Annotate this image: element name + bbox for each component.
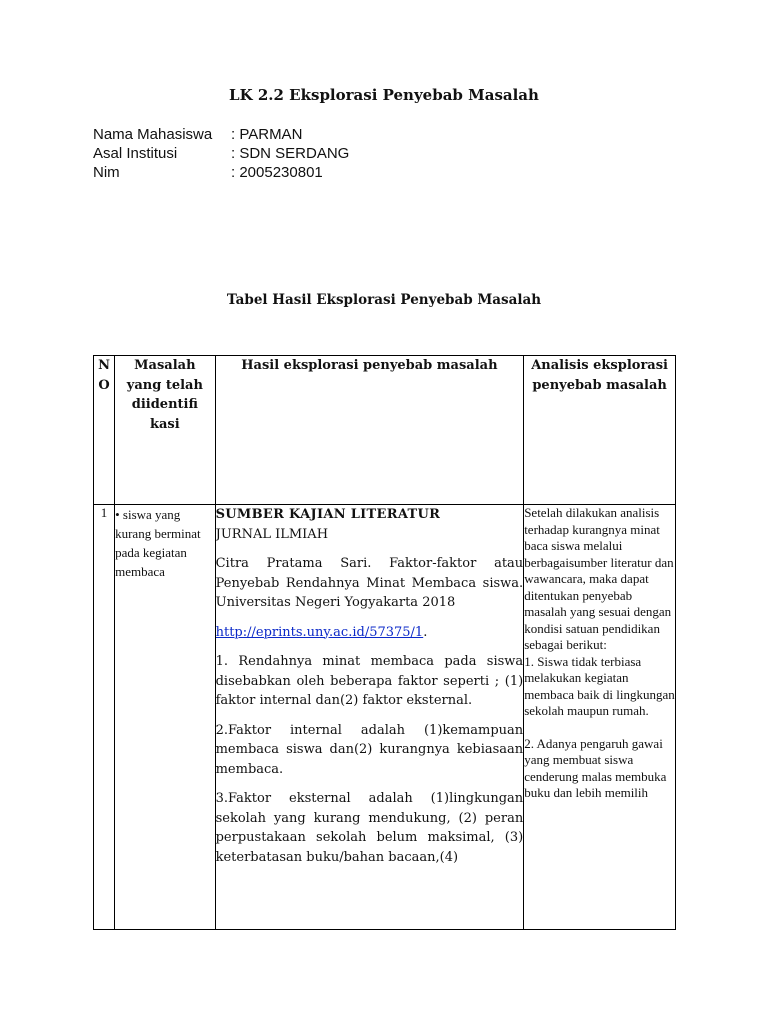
student-info <box>93 125 349 182</box>
link-suffix: . <box>423 624 428 640</box>
source-heading-text: SUMBER KAJIAN LITERATUR <box>215 507 441 522</box>
info-row-institution <box>93 144 349 163</box>
analisis-point-1: 1. Siswa tidak terbiasa melakukan kegiatan membaca baik di lingkungan sekolah maupun rumah. <box>524 653 675 718</box>
cell-hasil <box>215 505 524 930</box>
hasil-point-2: 2.Faktor internal adalah (1)kemampuan membaca siswa dan(2) kurangnya kebiasaan membaca. <box>215 722 524 777</box>
info-label: Asal Institusi <box>93 145 178 162</box>
cell-no: 1 <box>94 505 115 930</box>
source-link[interactable]: http://eprints.uny.ac.id/57375/1 <box>215 624 424 640</box>
link-paragraph <box>216 623 524 643</box>
header-masalah: Masalah yang telah diidentifi kasi <box>115 356 216 505</box>
source-heading <box>216 505 524 544</box>
hasil-point-3: 3.Faktor eksternal adalah (1)lingkungan sekolah yang kurang mendukung, (2) peran perpustakaan sekolah belum maksimal, (3) keterbatasan buku/bahan bacaan,(4) <box>215 791 524 865</box>
info-row-name <box>93 125 349 144</box>
hasil-point-1: 1. Rendahnya minat membaca pada siswa disebabkan oleh beberapa faktor seperti ; (1) faktor internal dan(2) faktor eksternal. <box>215 654 524 708</box>
table-header-row <box>94 356 676 505</box>
info-row-nim <box>93 163 349 182</box>
spacer <box>524 720 675 736</box>
cell-masalah: • siswa yang kurang berminat pada kegiatan membaca <box>115 505 216 930</box>
analisis-intro: Setelah dilakukan analisis terhadap kurangnya minat baca siswa melalui berbagaisumber literatur dan wawancara, maka dapat ditentukan penyebab masalah yang sesuai dengan kondisi satuan pendidikan sebagai berikut: <box>524 505 674 652</box>
exploration-table <box>93 355 676 930</box>
header-analisis: Analisis eksplorasi penyebab masalah <box>524 356 676 505</box>
header-hasil: Hasil eksplorasi penyebab masalah <box>215 356 524 505</box>
info-label: Nama Mahasiswa <box>93 126 213 143</box>
page-title: LK 2.2 Eksplorasi Penyebab Masalah <box>229 86 539 104</box>
cell-analisis <box>524 505 676 930</box>
info-value: : SDN SERDANG <box>231 145 350 162</box>
citation: Citra Pratama Sari. Faktor-faktor atau Penyebab Rendahnya Minat Membaca siswa. Universitas Negeri Yogyakarta 2018 <box>215 556 524 610</box>
source-subheading: JURNAL ILMIAH <box>215 526 329 542</box>
table-title: Tabel Hasil Eksplorasi Penyebab Masalah <box>226 292 542 308</box>
info-value: : PARMAN <box>231 126 303 143</box>
info-label: Nim <box>93 164 120 181</box>
info-value: : 2005230801 <box>231 164 323 181</box>
table-row <box>94 505 676 930</box>
analisis-point-2: 2. Adanya pengaruh gawai yang membuat siswa cenderung malas membuka buku dan lebih memilih <box>524 735 667 800</box>
header-no: NO <box>94 356 115 505</box>
